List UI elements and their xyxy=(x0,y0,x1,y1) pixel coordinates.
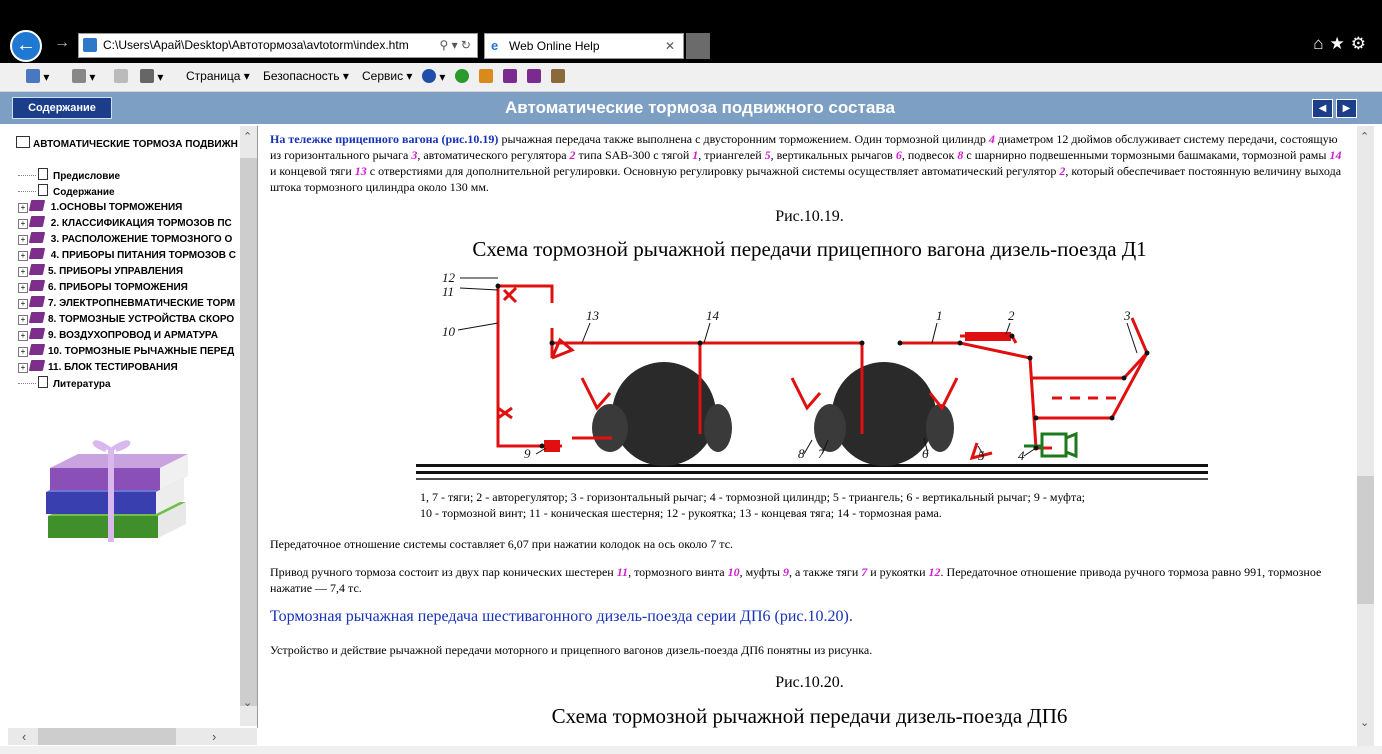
paragraph-ratio: Передаточное отношение системы составляет 6,07 при нажатии колодок на ось около 7 тс. xyxy=(270,537,734,551)
scroll-right-icon[interactable]: › xyxy=(212,729,217,744)
toc-item-label: Предисловие xyxy=(53,171,121,182)
scroll-thumb[interactable] xyxy=(38,728,176,745)
scroll-up-icon[interactable]: ⌃ xyxy=(243,131,253,143)
toc-item-label: 3. РАСПОЛОЖЕНИЕ ТОРМОЗНОГО О xyxy=(48,234,233,245)
paragraph-hand-brake: Привод ручного тормоза состоит из двух пар конических шестерен 11, тормозного винта 10, муфты 9, а также тяги 7 и рукоятки 12. Передаточное отношение привода ручного тормоза равно 991, тормозное нажатие — 7,4 тс. xyxy=(270,565,1322,595)
new-tab-button[interactable] xyxy=(686,33,710,59)
figure-legend-line-1: 1, 7 - тяги; 2 - авторегулятор; 3 - горизонтальный рычаг; 4 - тормозной цилиндр; 5 - триангель; 6 - вертикальный рычаг; 9 - муфта; xyxy=(420,490,1086,504)
brake-linkage-diagram xyxy=(412,268,1212,490)
status-strip xyxy=(0,746,1382,754)
expand-icon[interactable]: + xyxy=(18,267,28,277)
toc-item-label: 1.ОСНОВЫ ТОРМОЖЕНИЯ xyxy=(48,202,183,213)
toc-horizontal-scrollbar[interactable] xyxy=(8,728,257,745)
book-icon xyxy=(29,216,45,227)
expand-icon[interactable]: + xyxy=(18,283,28,293)
book-icon xyxy=(29,200,45,211)
toc-item-contents[interactable] xyxy=(18,184,115,198)
book-icon xyxy=(29,232,45,243)
diagram-label: 7 xyxy=(818,446,825,461)
book-icon xyxy=(29,312,45,323)
book-icon xyxy=(29,280,45,291)
forward-arrow-icon: → xyxy=(54,34,70,51)
home-favorites-settings-icons[interactable]: ⌂★⚙ xyxy=(1313,34,1372,53)
expand-icon[interactable]: + xyxy=(18,219,28,229)
toc-item-chapter-9[interactable] xyxy=(18,328,218,342)
help-icon[interactable] xyxy=(422,69,445,84)
navigation-bar xyxy=(0,28,1382,63)
ie-logo-icon: e xyxy=(491,38,499,53)
diagram-label: 2 xyxy=(1008,308,1015,323)
paragraph-dp6: Устройство и действие рычажной передачи моторного и прицепного вагонов дизель-поезда ДП6 понятны из рисунка. xyxy=(270,643,873,657)
toc-item-chapter-6[interactable] xyxy=(18,280,188,294)
diagram-label: 14 xyxy=(706,308,719,323)
page-icon xyxy=(38,168,48,180)
diagram-label: 3 xyxy=(1124,308,1131,323)
scroll-thumb[interactable] xyxy=(240,158,257,706)
toc-item-label: 10. ТОРМОЗНЫЕ РЫЧАЖНЫЕ ПЕРЕД xyxy=(48,346,235,357)
safety-menu[interactable]: Безопасность ▾ xyxy=(263,69,349,83)
figure-label: Рис.10.19. xyxy=(775,208,844,225)
toc-item-chapter-5[interactable] xyxy=(18,264,183,278)
book-icon xyxy=(29,264,45,275)
address-bar[interactable] xyxy=(78,33,478,58)
address-tools[interactable]: ⚲ ▾ ↻ xyxy=(439,38,471,52)
help-title: Автоматические тормоза подвижного состава xyxy=(505,98,895,117)
scroll-down-icon[interactable]: ⌄ xyxy=(1360,717,1370,729)
book-icon xyxy=(29,344,45,355)
tab-title: Web Online Help xyxy=(509,39,600,53)
toc-vertical-scrollbar[interactable] xyxy=(240,126,257,726)
diagram-label: 13 xyxy=(586,308,599,323)
forward-button[interactable] xyxy=(54,34,70,52)
toc-item-chapter-7[interactable] xyxy=(18,296,235,310)
diagram-label: 9 xyxy=(524,446,531,461)
toc-item-chapter-3[interactable] xyxy=(18,232,232,246)
expand-icon[interactable]: + xyxy=(18,331,28,341)
back-arrow-icon: ← xyxy=(16,34,36,56)
book-icon xyxy=(29,328,45,339)
topic-content xyxy=(262,126,1357,746)
toc-item-label: 8. ТОРМОЗНЫЕ УСТРОЙСТВА СКОРО xyxy=(48,314,235,325)
toc-item-label: Литература xyxy=(53,379,111,390)
scroll-down-icon[interactable]: ⌄ xyxy=(243,697,253,709)
expand-icon[interactable]: + xyxy=(18,235,28,245)
lead-link[interactable]: На тележке прицепного вагона (рис.10.19) xyxy=(270,132,499,146)
toc-item-preface[interactable] xyxy=(18,168,120,182)
toc-pane xyxy=(8,126,258,728)
next-topic-button[interactable]: ▶ xyxy=(1336,99,1357,118)
diagram-label: 12 xyxy=(442,270,455,285)
figure-legend-line-2: 10 - тормозной винт; 11 - коническая шестерня; 12 - рукоятка; 13 - концевая тяга; 14 - тормозная рама. xyxy=(420,506,942,520)
page-icon xyxy=(38,184,48,196)
diagram-label: 6 xyxy=(922,446,929,461)
expand-icon[interactable]: + xyxy=(18,299,28,309)
help-menu: ▾ xyxy=(439,70,446,84)
toc-item-chapter-1[interactable] xyxy=(18,200,182,214)
diagram-label: 5 xyxy=(978,448,985,463)
expand-icon[interactable]: + xyxy=(18,347,28,357)
toc-item-label: 4. ПРИБОРЫ ПИТАНИЯ ТОРМОЗОВ С xyxy=(48,250,237,261)
expand-icon[interactable]: + xyxy=(18,315,28,325)
toc-root[interactable] xyxy=(16,136,238,150)
toc-item-label: 7. ЭЛЕКТРОПНЕВМАТИЧЕСКИЕ ТОРМ xyxy=(48,298,236,309)
toc-item-label: 5. ПРИБОРЫ УПРАВЛЕНИЯ xyxy=(48,266,184,277)
toc-item-chapter-11[interactable] xyxy=(18,360,178,374)
toc-item-chapter-10[interactable] xyxy=(18,344,234,358)
toc-item-literature[interactable] xyxy=(18,376,111,390)
diagram-label: 4 xyxy=(1018,448,1025,463)
toc-item-label: 2. КЛАССИФИКАЦИЯ ТОРМОЗОВ ПС xyxy=(48,218,232,229)
diagram-label: 11 xyxy=(442,284,455,299)
page-icon xyxy=(38,376,48,388)
expand-icon[interactable]: + xyxy=(18,203,28,213)
help-header-bar xyxy=(0,92,1382,124)
toc-item-label: Содержание xyxy=(53,187,115,198)
scroll-thumb[interactable] xyxy=(1357,476,1374,604)
expand-icon[interactable]: + xyxy=(18,251,28,261)
service-menu[interactable]: Сервис ▾ xyxy=(362,69,413,83)
address-text: C:\Users\Арай\Desktop\Автотормоза\avtotorm\index.htm xyxy=(103,38,409,52)
toc-item-label: 6. ПРИБОРЫ ТОРМОЖЕНИЯ xyxy=(48,282,188,293)
diagram-label: 10 xyxy=(442,324,455,339)
toc-item-label: 9. ВОЗДУХОПРОВОД И АРМАТУРА xyxy=(48,330,218,341)
command-bar xyxy=(0,63,1382,92)
toc-item-chapter-8[interactable] xyxy=(18,312,234,326)
book-icon xyxy=(29,248,45,259)
toc-item-chapter-4[interactable] xyxy=(18,248,236,262)
tab-close-icon[interactable]: ✕ xyxy=(664,39,675,53)
diagram-label: 8 xyxy=(798,446,805,461)
open-book-icon xyxy=(16,136,30,148)
toc-root-label: АВТОМАТИЧЕСКИЕ ТОРМОЗА ПОДВИЖН xyxy=(33,139,238,150)
figure-title: Схема тормозной рычажной передачи прицепного вагона дизель-поезда Д1 xyxy=(472,237,1147,261)
mail-icon[interactable] xyxy=(114,69,128,84)
browser-tab[interactable] xyxy=(484,33,684,59)
scroll-left-icon[interactable]: ‹ xyxy=(22,729,27,744)
figure-title: Схема тормозной рычажной передачи дизель-поезда ДП6 xyxy=(551,704,1068,728)
back-button[interactable] xyxy=(10,30,42,62)
addon-green-icon[interactable] xyxy=(455,69,469,84)
print-icon[interactable]: ▾ xyxy=(140,69,163,84)
home-icon[interactable]: ▾ xyxy=(26,69,49,84)
research-icon[interactable] xyxy=(551,69,565,84)
expand-icon[interactable]: + xyxy=(18,363,28,373)
feeds-icon[interactable]: ▾ xyxy=(72,69,95,84)
scroll-up-icon[interactable]: ⌃ xyxy=(1360,131,1370,143)
page-menu[interactable]: Страница ▾ xyxy=(186,69,250,83)
toc-item-label: 11. БЛОК ТЕСТИРОВАНИЯ xyxy=(48,362,178,373)
book-icon xyxy=(29,360,45,371)
onenote-linked-icon[interactable] xyxy=(527,69,541,84)
paragraph-bogie: На тележке прицепного вагона (рис.10.19) рычажная передача также выполнена с двусторонним торможением. Один тормозной цилиндр 4 диаметром 12 дюймов обслуживает систему передачи, состоящую из горизонтального рычага 3, автоматического регулятора 2 типа SAB-300 с тягой 1, триангелей 5, вертикальных рычагов 6, подвесок 8 с шарнирно подвешенными тормозными башмаками, тормозной рамы 14 и концевой тяги 13 с отверстиями для дополнительной регулировки. Основную регулировку рычажной системы осуществляет автоматический регулятор 2, который обеспечивает постоянную величину выхода штока тормозного цилиндра около 130 мм. xyxy=(270,132,1342,194)
books-stack-image xyxy=(38,436,198,546)
onenote-icon[interactable] xyxy=(503,69,517,84)
figure-label: Рис.10.20. xyxy=(775,674,844,691)
addon-java-icon[interactable] xyxy=(479,69,493,84)
content-vertical-scrollbar[interactable] xyxy=(1357,126,1374,746)
contents-button[interactable]: Содержание xyxy=(12,97,112,119)
toc-item-chapter-2[interactable] xyxy=(18,216,232,230)
prev-topic-button[interactable]: ◀ xyxy=(1312,99,1333,118)
page-file-icon xyxy=(83,38,97,52)
book-icon xyxy=(29,296,45,307)
diagram-label: 1 xyxy=(936,308,943,323)
section-heading: Тормозная рычажная передача шестивагонного дизель-поезда серии ДП6 (рис.10.20). xyxy=(270,608,853,625)
title-bar xyxy=(0,0,1382,28)
